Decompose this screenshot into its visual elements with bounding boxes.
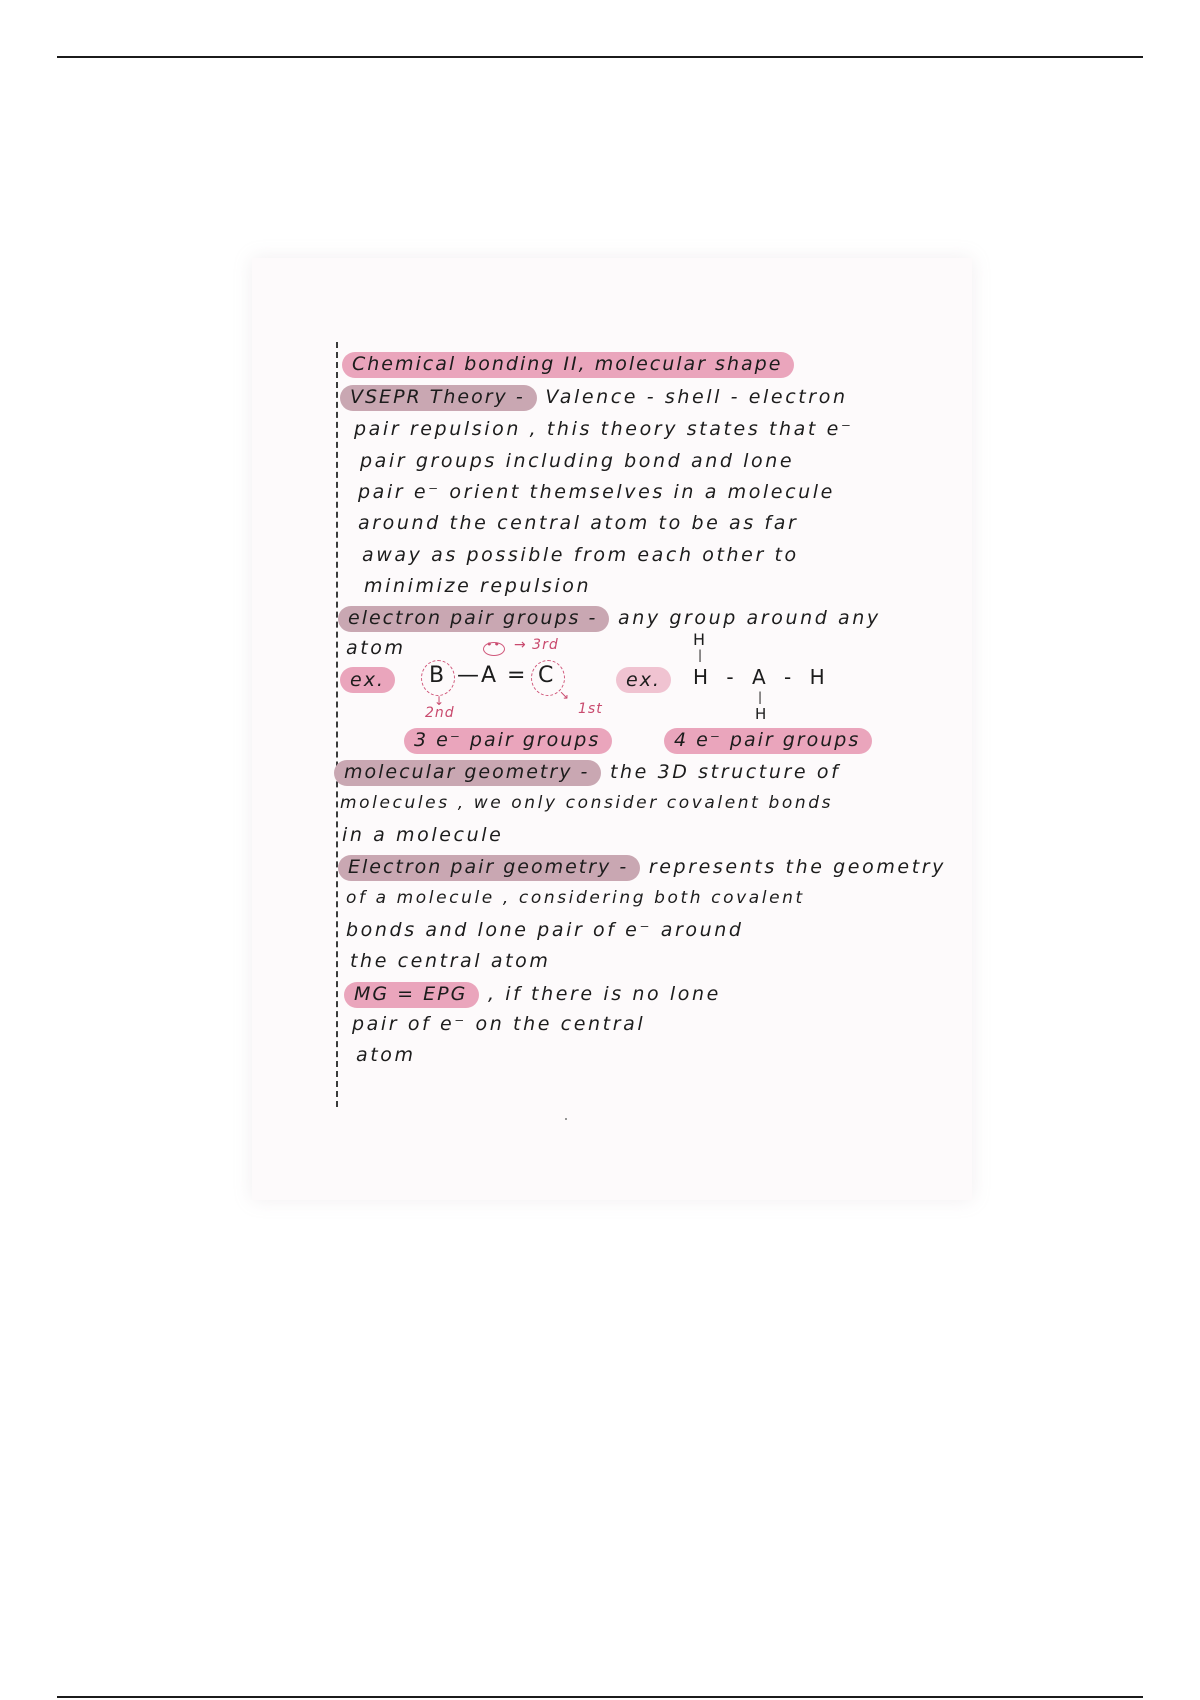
stray-dot <box>565 1118 567 1120</box>
atom-b: B <box>429 663 445 688</box>
bond-single: — <box>457 663 479 688</box>
rule-line-1 <box>344 982 721 1008</box>
vsepr-line-5: around the central atom to be as far <box>358 512 799 534</box>
example-2-caption-line <box>664 728 872 754</box>
vsepr-line-3: pair groups including bond and lone <box>360 450 795 472</box>
epg-line-2: atom <box>346 637 406 659</box>
example-1-caption-line <box>404 728 612 754</box>
lone-pair-dots: •• <box>486 638 501 651</box>
vsepr-line-1 <box>340 385 848 411</box>
example-2-top-h: H <box>693 630 706 649</box>
vsepr-line-4: pair e⁻ orient themselves in a molecule <box>358 481 835 503</box>
egeo-line-2: of a molecule , considering both covalent <box>346 888 805 908</box>
notes-title: Chemical bonding II, molecular shape <box>342 352 794 378</box>
egeo-term: Electron pair geometry - <box>338 855 640 881</box>
example-2-row: H - A - H <box>693 665 831 689</box>
header-rule <box>57 56 1143 58</box>
mg-line-2: molecules , we only consider covalent bonds <box>340 793 834 813</box>
rule-term: MG = EPG <box>344 982 479 1008</box>
title-line <box>342 352 794 378</box>
epg-line-1 <box>338 606 881 632</box>
example-1-label: ex. <box>340 667 395 693</box>
rule-line-2: pair of e⁻ on the central <box>352 1013 646 1035</box>
egeo-definition-1: represents the geometry <box>648 856 947 878</box>
rule-line-3: atom <box>356 1044 416 1066</box>
epg-term: electron pair groups - <box>338 606 609 632</box>
vsepr-line-2: pair repulsion , this theory states that e⁻ <box>354 418 854 440</box>
example-2-label-line <box>616 667 671 693</box>
vsepr-definition-1: Valence - shell - electron <box>545 386 848 408</box>
mg-line-1 <box>334 760 840 786</box>
arrow-down-1st-icon: ↘ <box>559 688 571 702</box>
example-2-label: ex. <box>616 667 671 693</box>
margin-line <box>336 342 338 1107</box>
mg-term: molecular geometry - <box>334 760 601 786</box>
rule-definition-1: , if there is no lone <box>487 983 721 1005</box>
example-1-label-line <box>340 667 395 693</box>
atom-a: A <box>481 663 497 688</box>
example-2-top-bar: | <box>698 648 703 662</box>
vsepr-line-7: minimize repulsion <box>364 575 592 597</box>
lone-pair-circle <box>483 642 505 656</box>
epg-definition-1: any group around any <box>617 607 881 629</box>
example-2-bottom-bar: | <box>758 690 763 704</box>
bond-double: = <box>507 663 526 688</box>
arrow-down-2nd-icon: ↓ <box>434 694 446 708</box>
egeo-line-3: bonds and lone pair of e⁻ around <box>346 919 744 941</box>
egeo-line-1 <box>338 855 946 881</box>
vsepr-line-6: away as possible from each other to <box>362 544 799 566</box>
mg-line-3: in a molecule <box>342 824 504 846</box>
mg-definition-1: the 3D structure of <box>609 761 841 783</box>
footer-rule <box>57 1696 1143 1698</box>
atom-c: C <box>538 663 554 688</box>
example-2-bottom-h: H <box>755 705 767 723</box>
egeo-line-4: the central atom <box>350 950 551 972</box>
example-2-caption: 4 e⁻ pair groups <box>664 728 872 754</box>
tag-3rd: → 3rd <box>514 637 559 653</box>
tag-1st: 1st <box>578 701 603 717</box>
vsepr-term: VSEPR Theory - <box>340 385 537 411</box>
tag-2nd: 2nd <box>425 705 455 721</box>
example-1-caption: 3 e⁻ pair groups <box>404 728 612 754</box>
